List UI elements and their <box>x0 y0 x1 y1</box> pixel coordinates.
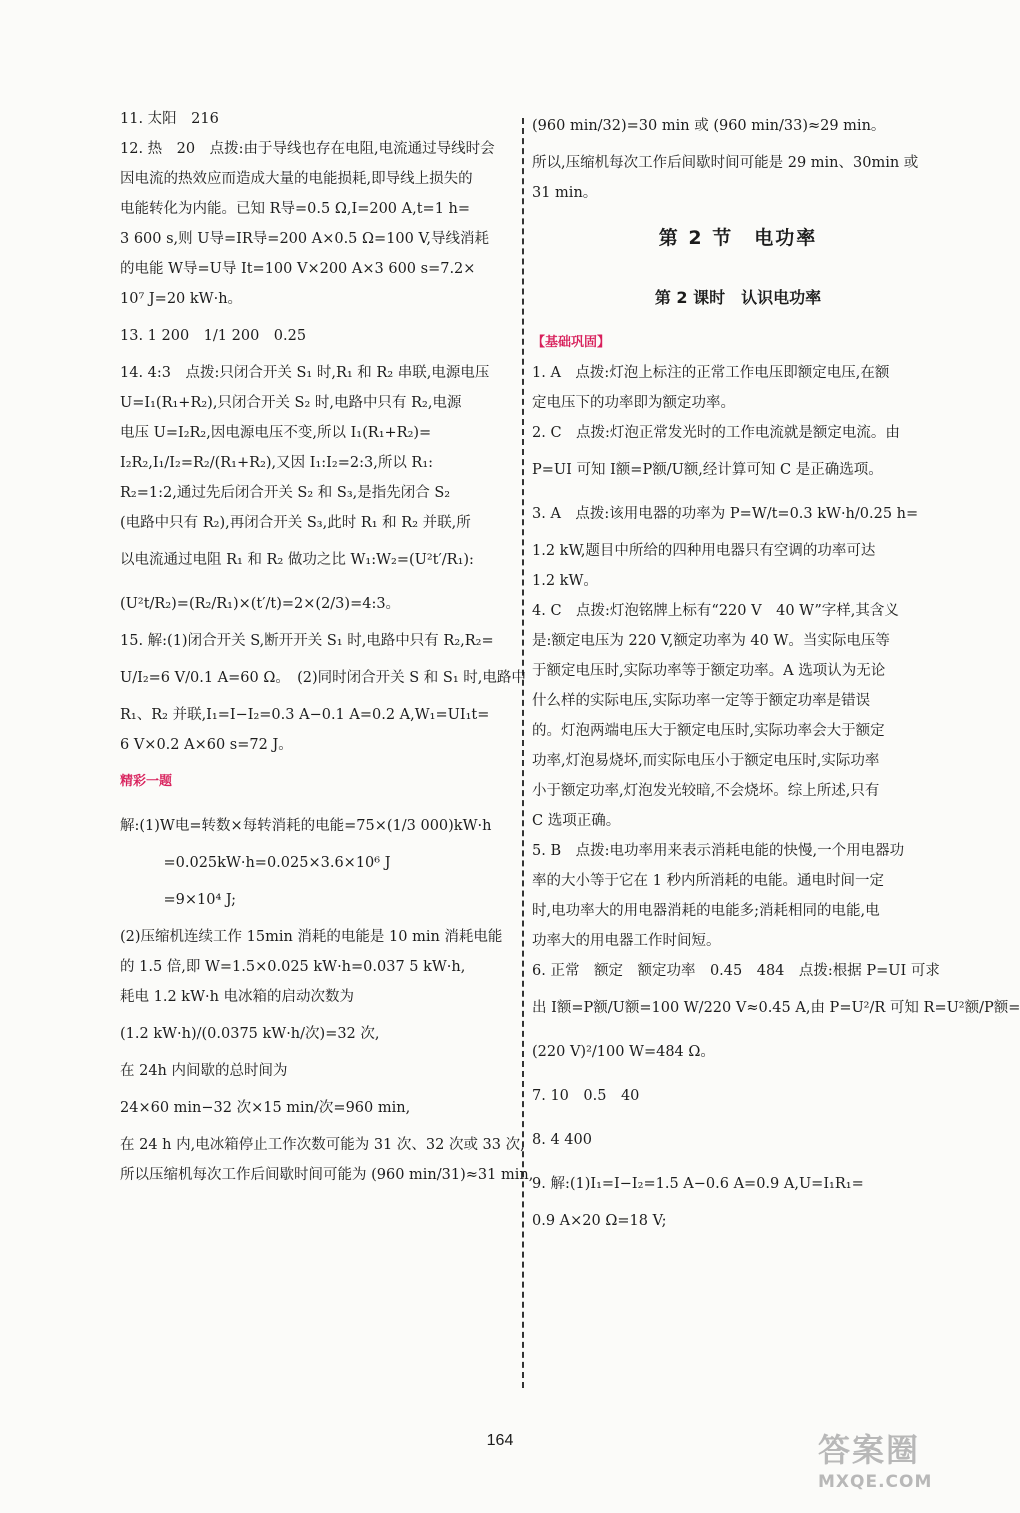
column-divider <box>522 118 524 1388</box>
highlight-solution-line: 解:(1)W电=转数×每转消耗的电能=75×(1/3 000)kW·h <box>120 818 492 834</box>
answer-4-line: 什么样的实际电压,实际功率一定等于额定功率是错误 <box>532 693 871 709</box>
answer-15-line: U/I₂=6 V/0.1 A=60 Ω。 (2)同时闭合开关 S 和 S₁ 时,电路中 <box>120 670 526 686</box>
answer-9-line: 0.9 A×20 Ω=18 V; <box>532 1213 667 1229</box>
answer-14-line: (U²t/R₂)=(R₂/R₁)×(t′/t)=2×(2/3)=4:3。 <box>120 596 401 612</box>
watermark-url: MXQE.COM <box>818 1472 933 1492</box>
answer-4-line: 于额定电压时,实际功率等于额定功率。A 选项认为无论 <box>532 663 886 679</box>
answer-1-line: 定电压下的功率即为额定功率。 <box>532 395 735 411</box>
lesson-heading: 第 2 课时 认识电功率 <box>654 288 822 307</box>
answer-2-line: P=UI 可知 I额=P额/U额,经计算可知 C 是正确选项。 <box>532 462 883 478</box>
answer-6-line: (220 V)²/100 W=484 Ω。 <box>532 1044 715 1060</box>
answer-6-line: 6. 正常 额定 额定功率 0.45 484 点拨:根据 P=UI 可求 <box>532 963 940 979</box>
answer-15-line: 15. 解:(1)闭合开关 S,断开开关 S₁ 时,电路中只有 R₂,R₂= <box>120 633 494 649</box>
answer-5-line: 时,电功率大的用电器消耗的电能多;消耗相同的电能,电 <box>532 903 880 919</box>
answer-14-line: (电路中只有 R₂),再闭合开关 S₃,此时 R₁ 和 R₂ 并联,所 <box>120 515 471 531</box>
answer-4-line: 功率,灯泡易烧坏,而实际电压小于额定电压时,实际功率 <box>532 753 880 769</box>
continued-solution-line: (960 min/32)=30 min 或 (960 min/33)≈29 min。 <box>532 118 886 134</box>
answer-4-line: 的。灯泡两端电压大于额定电压时,实际功率会大于额定 <box>532 723 885 739</box>
left-column <box>120 104 534 1190</box>
page-number: 164 <box>486 1432 514 1449</box>
answer-11: 11. 太阳 216 <box>120 111 219 127</box>
highlight-solution-line: 在 24 h 内,电冰箱停止工作次数可能为 31 次、32 次或 33 次, <box>120 1137 525 1153</box>
highlight-solution-line: 的 1.5 倍,即 W=1.5×0.025 kW·h=0.037 5 kW·h, <box>120 959 466 975</box>
watermark-logo-text: 答案圈 <box>818 1431 921 1469</box>
highlight-solution-line: =0.025kW·h=0.025×3.6×10⁶ J <box>120 855 391 871</box>
answer-6-line: 出 I额=P额/U额=100 W/220 V≈0.45 A,由 P=U²/R 可知 R=U²额/P额= <box>532 1000 1020 1016</box>
answer-12-line: 电能转化为内能。已知 R导=0.5 Ω,I=200 A,t=1 h= <box>120 201 471 217</box>
answer-15-line: R₁、R₂ 并联,I₁=I−I₂=0.3 A−0.1 A=0.2 A,W₁=UI₁t= <box>120 707 490 723</box>
answer-2-line: 2. C 点拨:灯泡正常发光时的工作电流就是额定电流。由 <box>532 425 900 441</box>
answer-5-line: 率的大小等于它在 1 秒内所消耗的电能。通电时间一定 <box>532 873 884 889</box>
answer-4-line: 小于额定功率,灯泡发光较暗,不会烧坏。综上所述,只有 <box>532 783 880 799</box>
answer-12-line: 因电流的热效应而造成大量的电能损耗,即导线上损失的 <box>120 171 473 187</box>
highlight-solution-line: 24×60 min−32 次×15 min/次=960 min, <box>120 1100 411 1116</box>
answer-3-line: 1.2 kW,题目中所给的四种用电器只有空调的功率可达 <box>532 543 876 559</box>
answer-14-line: 电压 U=I₂R₂,因电源电压不变,所以 I₁(R₁+R₂)= <box>120 425 432 441</box>
section-heading: 第 2 节 电功率 <box>658 227 818 249</box>
highlight-solution-line: 耗电 1.2 kW·h 电冰箱的启动次数为 <box>120 989 355 1005</box>
answer-12-line: 的电能 W导=U导 It=100 V×200 A×3 600 s=7.2× <box>120 261 476 277</box>
answer-9-line: 9. 解:(1)I₁=I−I₂=1.5 A−0.6 A=0.9 A,U=I₁R₁= <box>532 1176 864 1192</box>
answer-7: 7. 10 0.5 40 <box>532 1088 640 1104</box>
answer-3-line: 3. A 点拨:该用电器的功率为 P=W/t=0.3 kW·h/0.25 h= <box>532 506 919 522</box>
answer-15-line: 6 V×0.2 A×60 s=72 J。 <box>120 737 293 753</box>
answer-8: 8. 4 400 <box>532 1132 592 1148</box>
highlight-solution-line: =9×10⁴ J; <box>120 892 237 908</box>
highlight-solution-line: 所以压缩机每次工作后间歇时间可能为 (960 min/31)≈31 min, <box>120 1167 534 1183</box>
answer-5-line: 功率大的用电器工作时间短。 <box>532 933 721 949</box>
answer-3-line: 1.2 kW。 <box>532 573 598 589</box>
answer-12-line: 10⁷ J=20 kW·h。 <box>120 291 243 307</box>
continued-solution-line: 所以,压缩机每次工作后间歇时间可能是 29 min、30min 或 <box>532 155 919 171</box>
highlight-solution-line: 在 24h 内间歇的总时间为 <box>120 1063 288 1079</box>
highlight-solution-line: (2)压缩机连续工作 15min 消耗的电能是 10 min 消耗电能 <box>120 929 503 945</box>
section-label-highlight: 精彩一题 <box>120 774 173 789</box>
right-column <box>532 104 1020 1236</box>
section-label-basic: 【基础巩固】 <box>532 335 611 350</box>
answer-1-line: 1. A 点拨:灯泡上标注的正常工作电压即额定电压,在额 <box>532 365 890 381</box>
highlight-solution-line: (1.2 kW·h)/(0.0375 kW·h/次)=32 次, <box>120 1026 380 1042</box>
answer-14-line: U=I₁(R₁+R₂),只闭合开关 S₂ 时,电路中只有 R₂,电源 <box>120 395 462 411</box>
continued-solution-line: 31 min。 <box>532 185 598 201</box>
answer-14-line: 以电流通过电阻 R₁ 和 R₂ 做功之比 W₁:W₂=(U²t′/R₁): <box>120 552 474 568</box>
answer-14-line: R₂=1:2,通过先后闭合开关 S₂ 和 S₃,是指先闭合 S₂ <box>120 485 451 501</box>
answer-5-line: 5. B 点拨:电功率用来表示消耗电能的快慢,一个用电器功 <box>532 843 905 859</box>
answer-4-line: 4. C 点拨:灯泡铭牌上标有“220 V 40 W”字样,其含义 <box>532 603 899 619</box>
answer-14-line: 14. 4:3 点拨:只闭合开关 S₁ 时,R₁ 和 R₂ 串联,电源电压 <box>120 365 490 381</box>
answer-4-line: 是:额定电压为 220 V,额定功率为 40 W。当实际电压等 <box>532 633 890 649</box>
answer-13: 13. 1 200 1/1 200 0.25 <box>120 328 307 344</box>
answer-14-line: I₂R₂,I₁/I₂=R₂/(R₁+R₂),又因 I₁:I₂=2:3,所以 R₁: <box>120 455 434 471</box>
answer-12-line: 3 600 s,则 U导=IR导=200 A×0.5 Ω=100 V,导线消耗 <box>120 231 490 247</box>
watermark-logo <box>818 1428 988 1508</box>
answer-4-line: C 选项正确。 <box>532 813 621 829</box>
answer-12-line: 12. 热 20 点拨:由于导线也存在电阻,电流通过导线时会 <box>120 141 495 157</box>
